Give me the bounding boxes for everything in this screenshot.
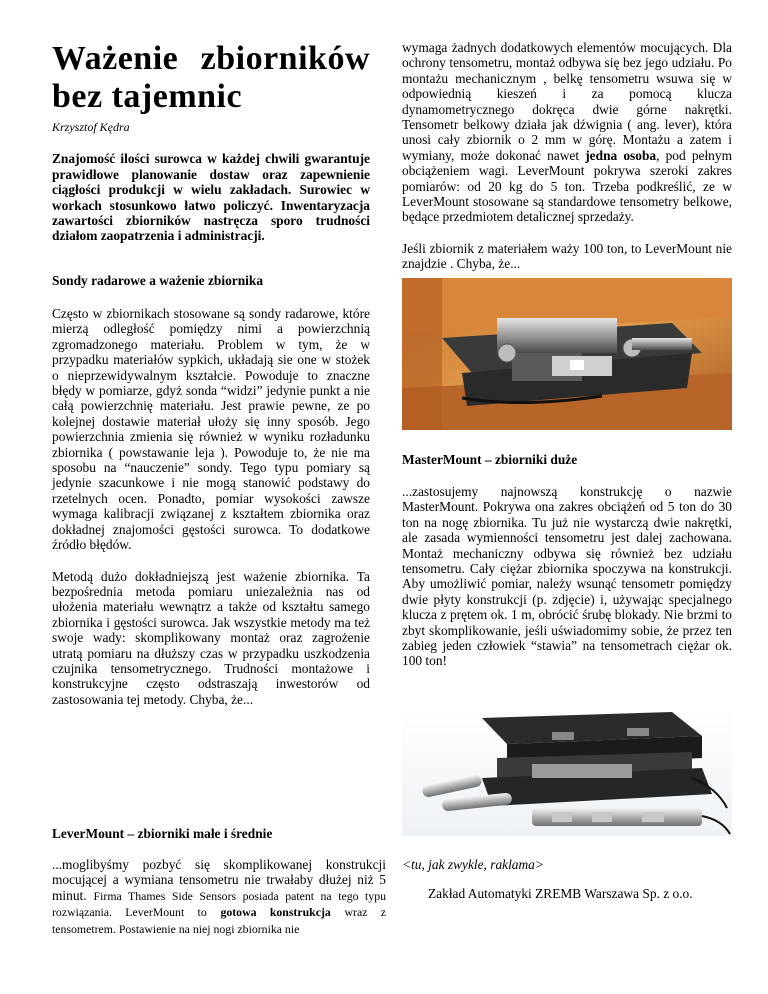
article-title: Ważenie zbiorników bez tajemnic [52,40,370,115]
company-name: Zakład Automatyki ZREMB Warszawa Sp. z o.o. [428,886,693,901]
mastermount-section-body [402,484,732,669]
levermount-photo [402,278,732,430]
mastermount-photo-image [402,708,732,836]
levermount-limit-paragraph: Jeśli zbiornik z materiałem waży 100 ton, to LeverMount nie znajdzie . Chyba, że... [402,240,732,272]
radar-paragraph-2: Metodą dużo dokładniejszą jest ważenie zbiornika. Ta bezpośrednia metoda pomiaru uniezależnia nas od ułożenia materiału wewnątrz a także od kształtu samego zbiornika i gęstości surowca. Jak wszystkie metody ma też swoje wady: skomplikowany montaż oraz zagrożenie utratą pomiaru na dłuższy czas w przypadku uszkodzenia czujnika tensometrycznego. Trudności montażowe i konstrukcyjne często odstraszają inwestorów od zastosowania tej metody. Chyba, że... [52,568,370,707]
bold-phrase-ready: gotowa konstrukcja [220,905,331,920]
section-heading-levermount: LeverMount – zbiorniki małe i średnie [52,826,273,841]
lead-paragraph: Znajomość ilości surowca w każdej chwili gwarantuje prawidłowe planowanie dostaw oraz zapewnienie ciągłości produkcji w wielu zakładach. Surowiec w workach stosunkowo łatwo policzyć. Inwentaryzacja zawartości zbiorników nastręcza sporo trudności działom zaopatrzenia i administracji. [52,151,370,244]
levermount-section-body [52,857,386,937]
left-column-top [52,40,370,257]
section-heading-radar: Sondy radarowe a ważenie zbiornika [52,273,264,288]
levermount-photo-image [402,278,732,430]
radar-paragraph-1: Często w zbiornikach stosowane są sondy radarowe, które mierzą odległość pomiędzy nimi a powierzchnią zgromadzonego materiału. Problem w tym, że w przypadku materiałów sypkich, układają sie one w stożek o nieprzewidywalnym kształcie. Powoduje to znaczne błędy w pomiarze, gdyż sonda “widzi” jedynie punkt a nie całą powierzchnię materiału. Jest prawie pewne, ze po kolejnej dostawie materiał ułoży się inny sposób. Jego powierzchnia zmienia się również w wyniku rozładunku zbiornika ( powstawanie leja ). Powoduje to, że nie ma sposobu na “nauczenie” sondy. Tego typu pomiary są jedynie szacunkowe i nie mogą stanowić podstawy do rzetelnych ocen. Ponadto, pomiar wysokości zawsze wymaga kalibracji związanej z kształtem zbiornika oraz dokładnej znajomości gęstości surowca. To dodatkowe źródło błędów. [52,306,370,553]
radar-section-body [52,306,370,707]
author: Krzysztof Kędra [52,120,130,134]
levermount-paragraph: ...moglibyśmy pozbyć się skomplikowanej konstrukcji mocującej a wymiana tensometru nie trwałaby dłużej niż 5 minut. Firma Thames Side Sensors posiada patent na tego typu rozwiązania. LeverMount to gotowa konstrukcja wraz z tensometrem. Postawienie na niej nogi zbiornika nie [52,857,387,936]
section-heading-mastermount: MasterMount – zbiorniki duże [402,452,578,467]
mastermount-paragraph: ...zastosujemy najnowszą konstrukcję o nazwie MasterMount. Pokrywa ona zakres obciążeń od 5 ton do 30 ton na nogę zbiornika. Tu już nie wystarczą dwie nakrętki, ale zasada wymienności tensometru jest dalej zachowana. Montaż mechaniczny odbywa się również bez udziału tensometru. Cały ciężar zbiornika spoczywa na konstrukcji. Aby umożliwić pomiar, należy wsunąć tensometr pomiędzy dwie płyty konstrukcji (p. zdjęcie) i, używając specjalnego klucza z prętem ok. 1 m, obrócić śrubę blokady. Nie brzmi to zbyt skomplikowanie, jeśli uświadomimy sobie, że przez ten zabieg jeden człowiek “stawia” na tensometrach ciężar ok. 100 ton! [402,484,732,669]
ad-note: <tu, jak zwykle, raklama> [402,857,544,872]
levermount-continued-paragraph: wymaga żadnych dodatkowych elementów mocujących. Dla ochrony tensometru, montaż odbywa się bez jego udziału. Po montażu mechanicznym , belkę tensometru wsuwa się w odpowiednią kieszeń i za pomocą klucza dynamometrycznego dokręca dwie górne nakrętki. Tensometr belkowy działa jak dźwignia ( ang. lever), która unosi cały zbiornik o 2 mm w górę. Montażu a zatem i wymiany, może dokonać nawet jedna osoba, pod pełnym obciążeniem wagi. LeverMount pokrywa szeroki zakres pomiarów: od 20 kg do 5 ton. Trzeba podkreślić, ze w LeverMount stosowane są standardowe tensometry belkowe, będące przedmiotem detalicznej sprzedaży. [402,40,732,225]
mastermount-photo [402,708,732,836]
right-column-top [402,40,732,272]
bold-phrase: jedna osoba [585,147,657,163]
